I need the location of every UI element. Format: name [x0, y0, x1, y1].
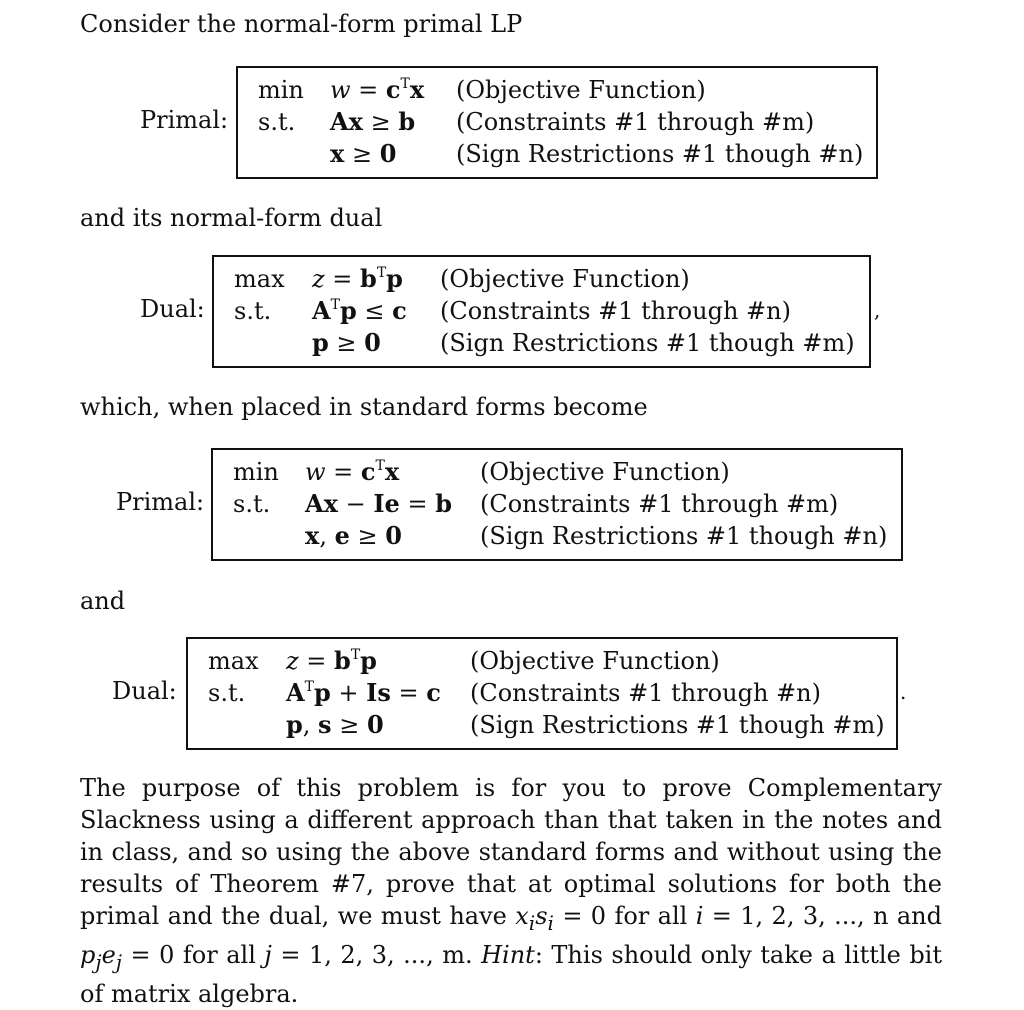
- math-s: s: [535, 902, 548, 930]
- sign-expr: p ≥ 0: [312, 328, 381, 357]
- math-j: j: [264, 940, 272, 969]
- constraint-comment: (Constraints #1 through #n): [440, 297, 791, 325]
- math-p: p: [80, 940, 96, 969]
- min-keyword: min: [233, 458, 279, 486]
- math-e: e: [101, 940, 116, 969]
- hint-label: Hint: [481, 940, 535, 969]
- objective-comment: (Objective Function): [480, 458, 730, 486]
- objective-comment: (Objective Function): [440, 265, 690, 293]
- math-i: i: [695, 902, 704, 930]
- primal-standard-box: [211, 448, 903, 561]
- paragraph-text: = 0 for all: [553, 902, 696, 930]
- objective-expr: $w = c^Tx$: [305, 457, 400, 486]
- objective-comment: (Objective Function): [456, 76, 706, 104]
- trailing-comma: ,: [874, 298, 881, 322]
- trailing-period: .: [900, 680, 907, 704]
- sign-comment: (Sign Restrictions #1 though #m): [470, 711, 885, 739]
- constraint-comment: (Constraints #1 through #n): [470, 679, 821, 707]
- math-sub-j: j: [115, 949, 122, 974]
- paragraph-text: = 1, 2, 3, ..., n: [703, 902, 889, 930]
- st-keyword: s.t.: [208, 679, 246, 707]
- paragraph-text: = 0 for all: [121, 940, 265, 969]
- st-keyword: s.t.: [234, 297, 272, 325]
- problem-paragraph: [80, 772, 942, 1010]
- math-x: x: [515, 902, 529, 930]
- primal-normal-box: [236, 66, 878, 179]
- constraint-comment: (Constraints #1 through #m): [480, 490, 839, 518]
- after-dual-text: which, when placed in standard forms become: [80, 393, 648, 421]
- between-text: and: [80, 587, 126, 615]
- dual-standard-box: [186, 637, 898, 750]
- sign-comment: (Sign Restrictions #1 though #m): [440, 329, 855, 357]
- dual-normal-box: [212, 255, 871, 368]
- dual-label: Dual:: [140, 295, 205, 323]
- paragraph-text: The purpose of this problem is for you to prove Complementary Slackness using a different approach than that taken in the notes and in class, and so using the above standard forms and without using the results of Theorem #7, prove that at optimal solutions for both the primal and the dual, we must have: [80, 774, 942, 930]
- sign-expr: p, s ≥ 0: [286, 710, 384, 739]
- after-primal-text: and its normal-form dual: [80, 204, 383, 232]
- objective-expr: $z = b^Tp$: [286, 646, 377, 675]
- paragraph-text: and: [888, 902, 942, 930]
- st-keyword: s.t.: [258, 108, 296, 136]
- objective-comment: (Objective Function): [470, 647, 720, 675]
- constraint-expr: $A^Tp \le c$: [312, 296, 407, 325]
- sign-expr: x ≥ 0: [330, 139, 397, 168]
- hint-text: : This should only take a little bit of matrix algebra.: [80, 940, 943, 1008]
- objective-expr: $z = b^Tp$: [312, 264, 403, 293]
- max-keyword: max: [234, 265, 285, 293]
- constraint-expr: Ax ≥ b: [330, 107, 416, 136]
- math-sub-i: i: [547, 910, 554, 935]
- intro-text: Consider the normal-form primal LP: [80, 10, 523, 38]
- dual-label: Dual:: [112, 677, 177, 705]
- math-sub-i: i: [528, 910, 536, 935]
- constraint-comment: (Constraints #1 through #m): [456, 108, 815, 136]
- sign-comment: (Sign Restrictions #1 though #n): [456, 140, 864, 168]
- min-keyword: min: [258, 76, 304, 104]
- constraint-expr: Ax − Ie = b: [305, 489, 452, 518]
- max-keyword: max: [208, 647, 259, 675]
- sign-comment: (Sign Restrictions #1 though #n): [480, 522, 888, 550]
- constraint-expr: $A^Tp + Is = c$: [286, 678, 441, 707]
- sign-expr: x, e ≥ 0: [305, 521, 402, 550]
- st-keyword: s.t.: [233, 490, 271, 518]
- objective-expr: $w = c^Tx$: [330, 75, 425, 104]
- primal-label: Primal:: [140, 106, 229, 134]
- paragraph-text: = 1, 2, 3, ..., m.: [271, 940, 482, 969]
- math-sub-j: j: [95, 949, 102, 974]
- primal-label: Primal:: [116, 488, 205, 516]
